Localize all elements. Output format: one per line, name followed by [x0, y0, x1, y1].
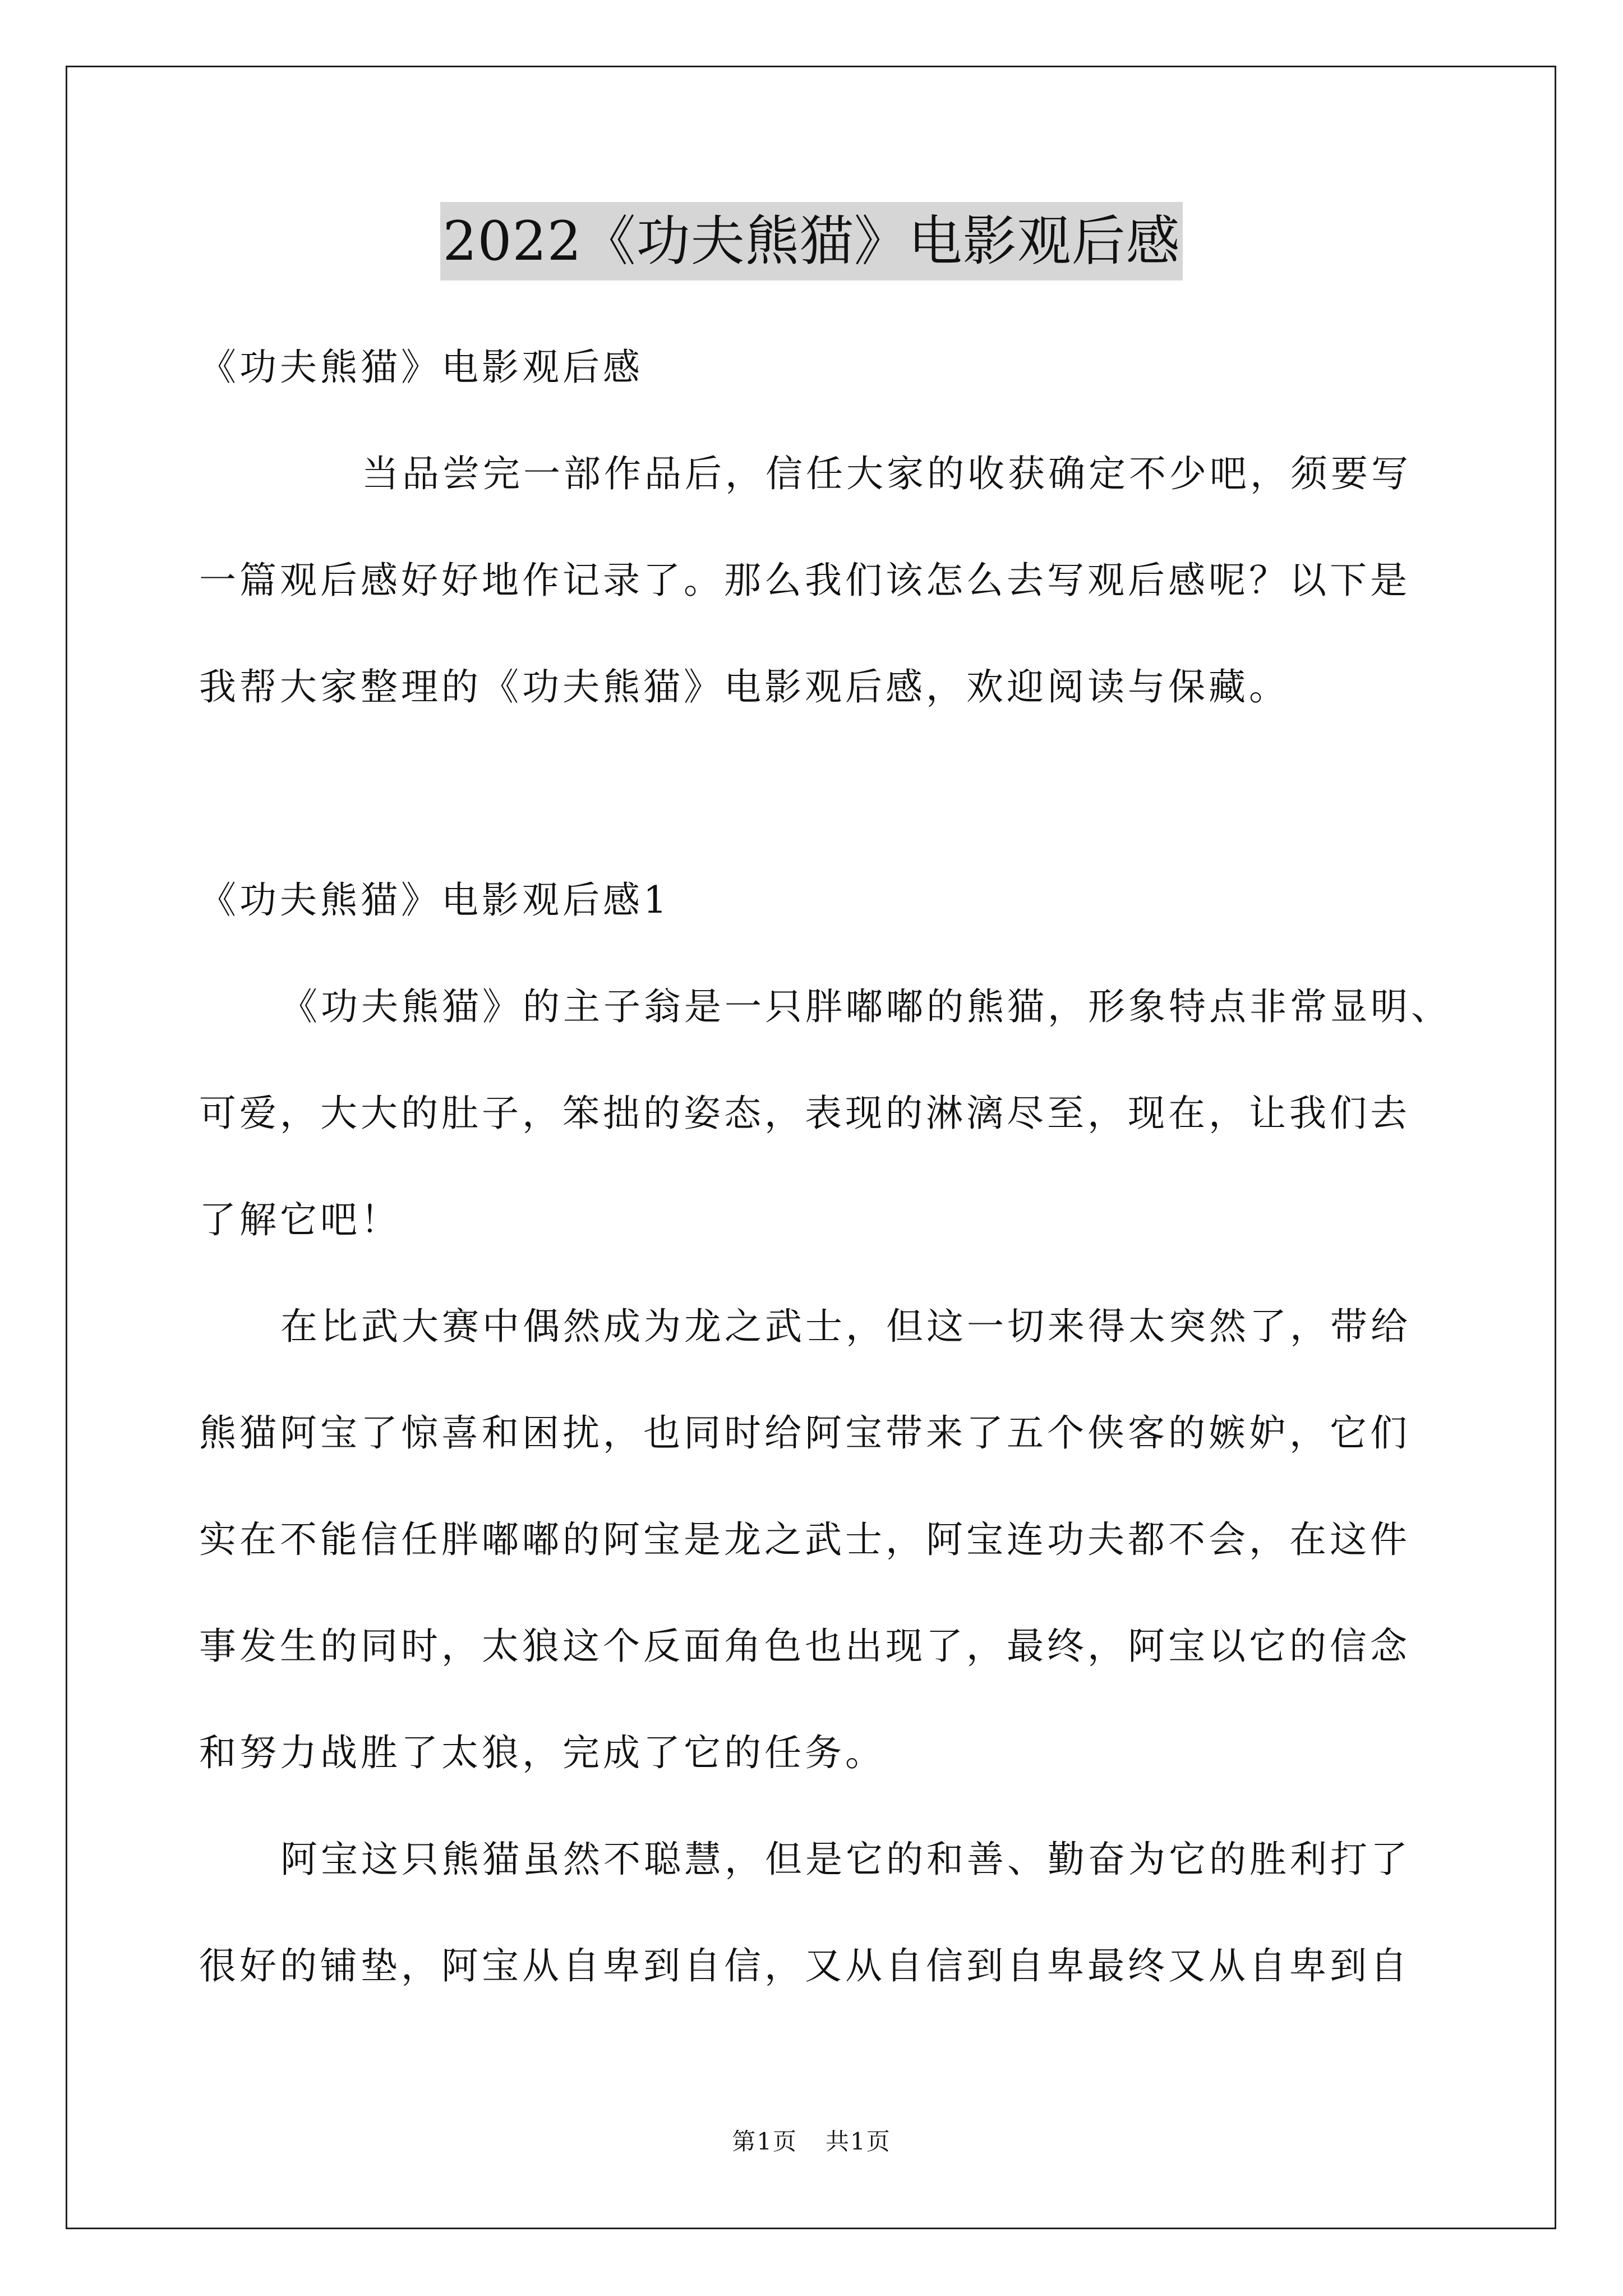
section-heading: 《功夫熊猫》电影观后感1 — [199, 878, 670, 922]
paragraph-line: 《功夫熊猫》的主子翁是一只胖嘟嘟的熊猫，形象特点非常显明、 — [280, 985, 1451, 1028]
paragraph-line: 可爱，大大的肚子，笨拙的姿态，表现的淋漓尽至，现在，让我们去 — [199, 1092, 1410, 1135]
paragraph-line: 熊猫阿宝了惊喜和困扰，也同时给阿宝带来了五个侠客的嫉妒，它们 — [199, 1411, 1410, 1455]
paragraph-line: 和努力战胜了太狼，完成了它的任务。 — [199, 1731, 886, 1774]
page-footer — [0, 2125, 1623, 2159]
intro-line: 一篇观后感好好地作记录了。那么我们该怎么去写观后感呢？以下是 — [199, 559, 1410, 602]
document-body — [199, 314, 1451, 2019]
paragraph-line: 事发生的同时，太狼这个反面角色也出现了，最终，阿宝以它的信念 — [199, 1625, 1410, 1668]
page-number: 第1页 — [732, 2128, 797, 2155]
paragraph-line: 阿宝这只熊猫虽然不聪慧，但是它的和善、勤奋为它的胜利打了 — [280, 1838, 1411, 1881]
paragraph-line: 很好的铺垫，阿宝从自卑到自信，又从自信到自卑最终又从自卑到自 — [199, 1944, 1410, 1987]
title-area — [0, 202, 1623, 280]
intro-line: 当品尝完一部作品后，信任大家的收获确定不少吧，须要写 — [362, 452, 1412, 495]
blank-line — [199, 740, 1433, 847]
page-total: 共1页 — [826, 2128, 891, 2155]
subtitle: 《功夫熊猫》电影观后感 — [199, 346, 643, 389]
document-title: 2022《功夫熊猫》电影观后感 — [440, 202, 1182, 280]
intro-line: 我帮大家整理的《功夫熊猫》电影观后感，欢迎阅读与保藏。 — [199, 665, 1289, 708]
paragraph-line: 在比武大赛中偶然成为龙之武士，但这一切来得太突然了，带给 — [280, 1305, 1411, 1348]
paragraph-line: 了解它吧！ — [199, 1198, 401, 1241]
paragraph-line: 实在不能信任胖嘟嘟的阿宝是龙之武士，阿宝连功夫都不会，在这件 — [199, 1518, 1410, 1561]
